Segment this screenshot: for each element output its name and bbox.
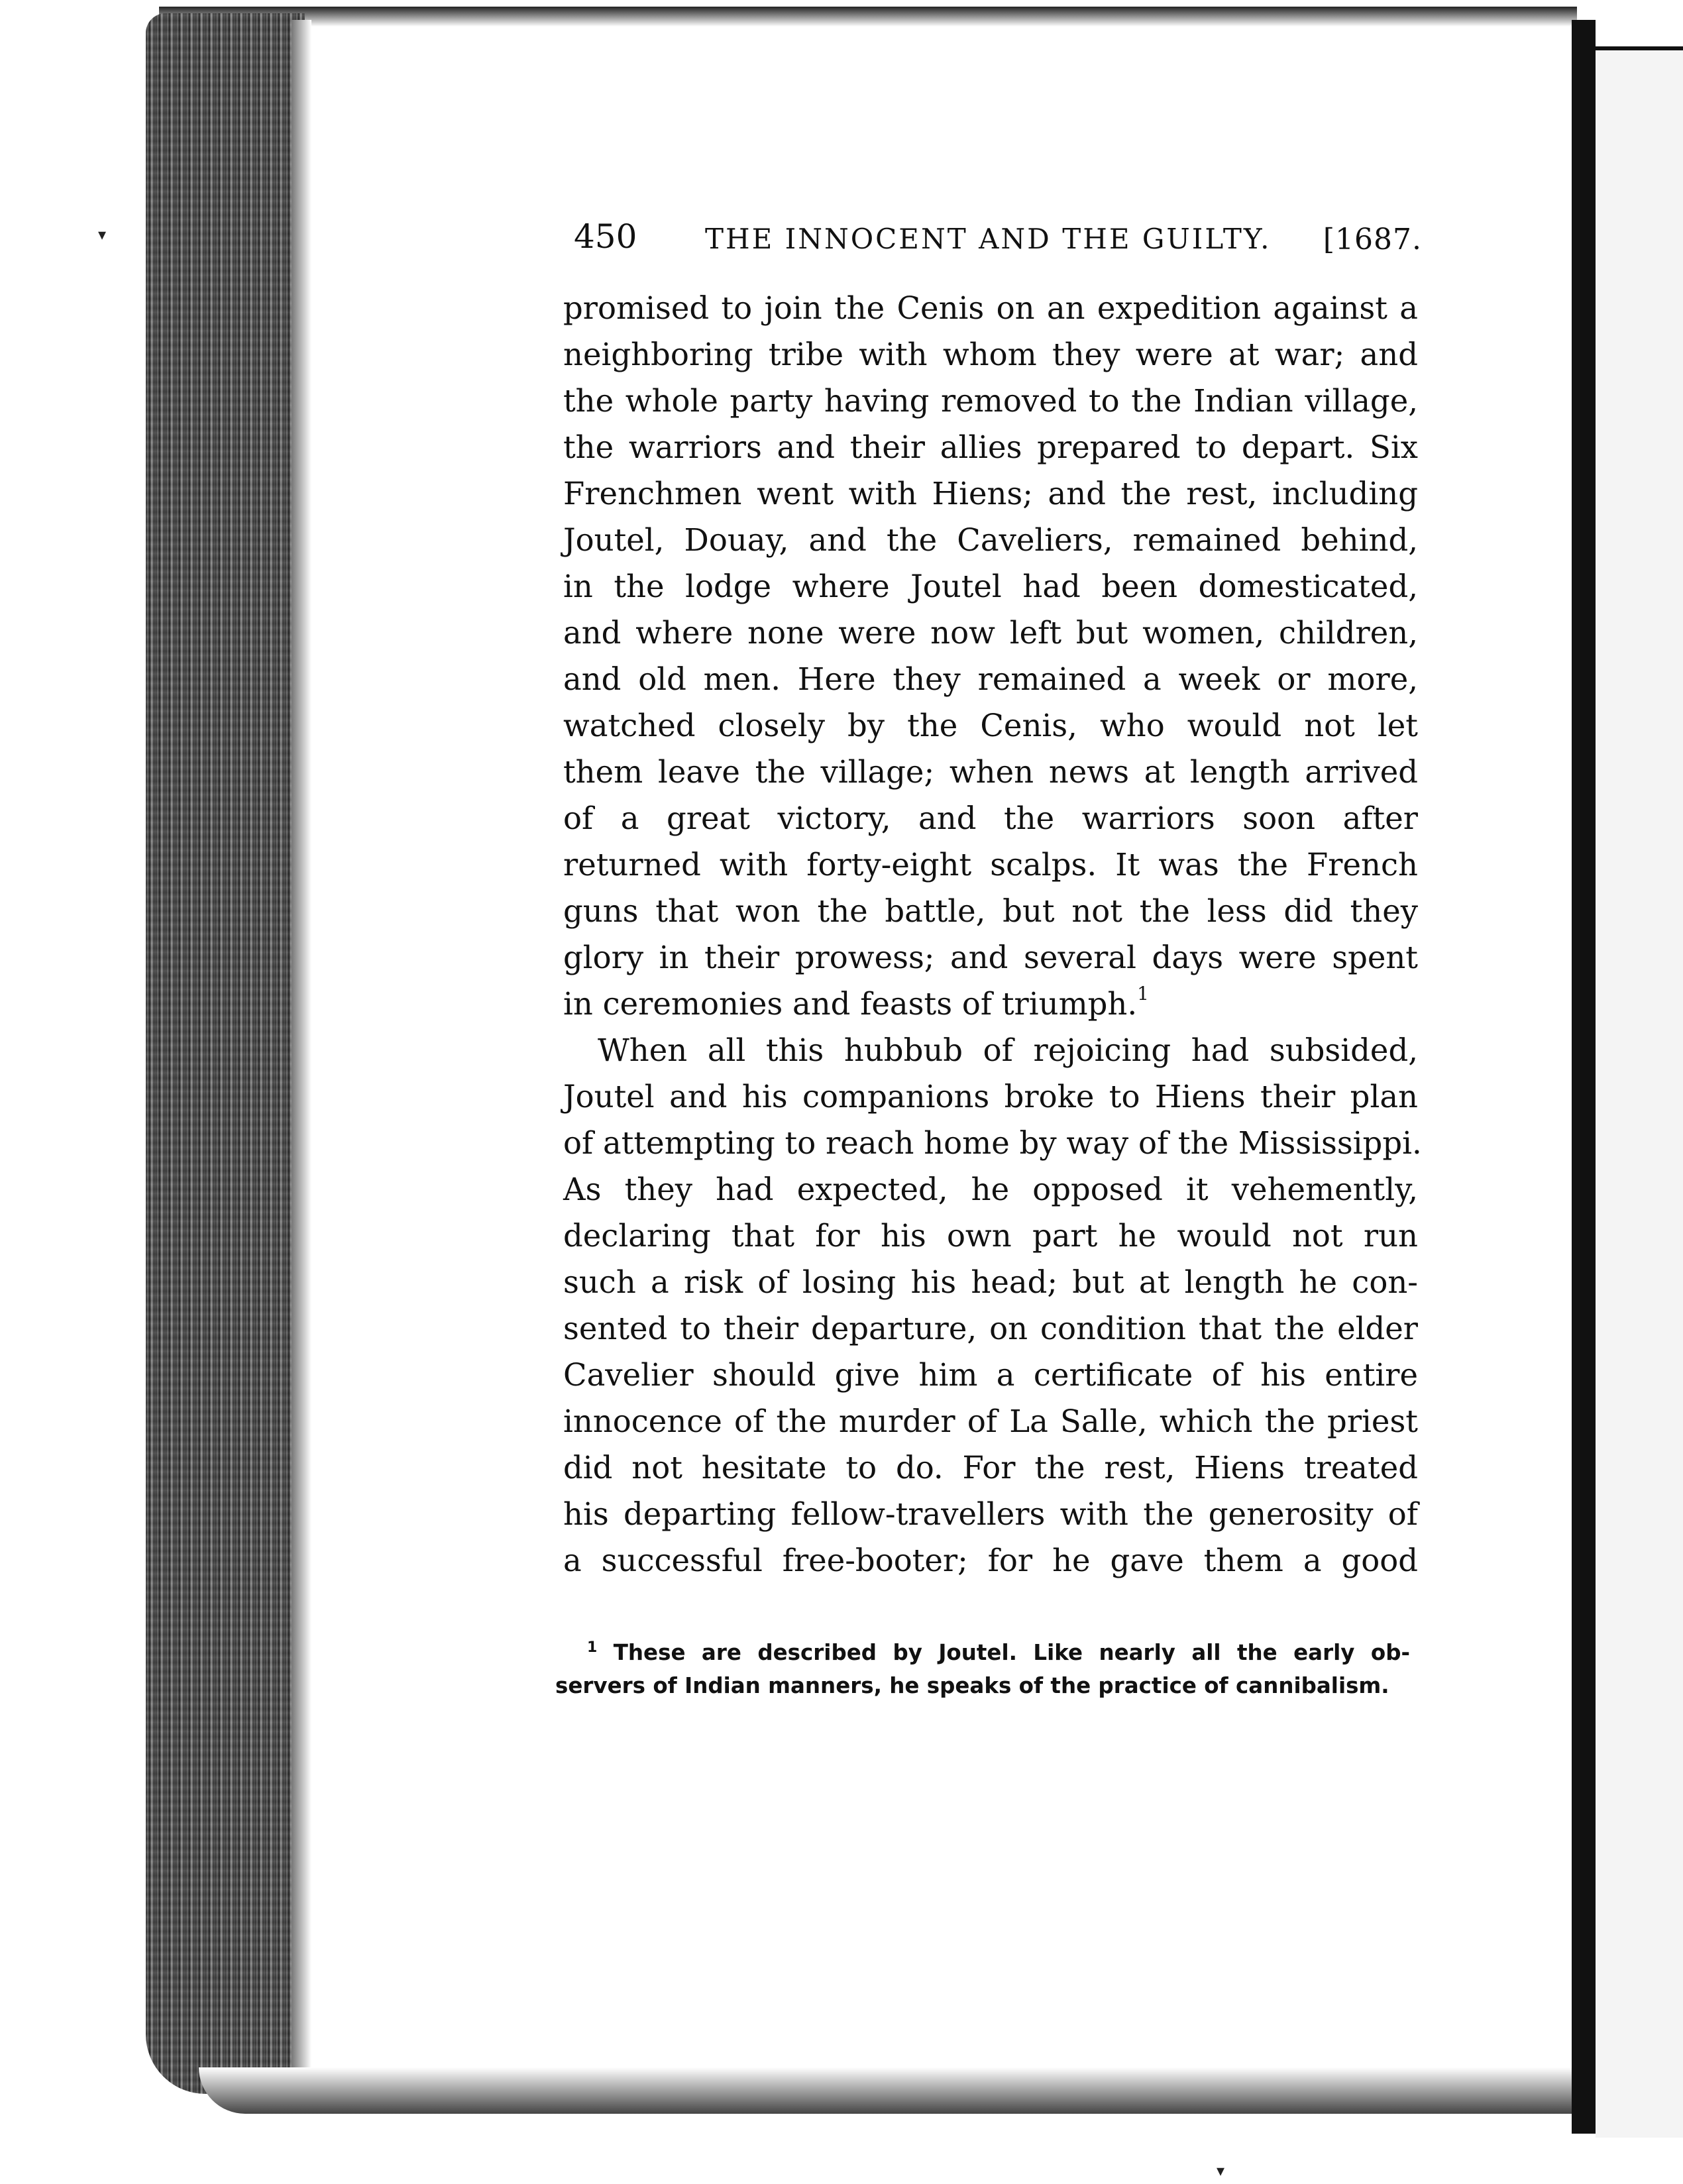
text-line: Frenchmen went with Hiens; and the rest, including — [563, 476, 1418, 512]
text-line: them leave the village; when news at length arrived — [563, 754, 1418, 790]
text-line: his departing fellow-travellers with the generosity of — [563, 1496, 1418, 1532]
body-text — [563, 285, 1422, 1584]
footnote-text: These are described by Joutel. Like nearly all the early ob- — [613, 1640, 1410, 1665]
text-line: in the lodge where Joutel had been domesticated, — [563, 569, 1418, 604]
footnote-line: servers of Indian manners, he speaks of the practice of cannibalism. — [555, 1673, 1389, 1698]
footnote — [555, 1631, 1410, 1702]
footnote-reference[interactable]: 1 — [1137, 983, 1149, 1005]
footnote-marker: 1 — [587, 1639, 598, 1656]
text-line: watched closely by the Cenis, who would not let — [563, 708, 1418, 743]
text-line: such a risk of losing his head; but at length he con- — [563, 1264, 1418, 1300]
scan-speck: ▾ — [98, 225, 107, 244]
scan-speck: ▾ — [1217, 2161, 1225, 2180]
running-header — [574, 217, 1422, 264]
text-line: When all this hubbub of rejoicing had subsided, — [598, 1032, 1418, 1068]
scan-top-edge — [159, 7, 1577, 27]
scan-right-border — [1572, 20, 1596, 2134]
text-line: the warriors and their allies prepared to depart. Six — [563, 429, 1418, 465]
text-line: neighboring tribe with whom they were at war; and — [563, 337, 1418, 372]
facing-page-sliver — [1596, 46, 1683, 2138]
book-page-edges — [146, 13, 305, 2094]
running-title: THE INNOCENT AND THE GUILTY. — [705, 223, 1272, 255]
text-line: Cavelier should give him a certificate of his entire — [563, 1357, 1418, 1393]
text-line: the whole party having removed to the Indian village, — [563, 383, 1418, 419]
text-line: and old men. Here they remained a week or more, — [563, 661, 1418, 697]
text-line: of attempting to reach home by way of the Mississippi. — [563, 1125, 1422, 1161]
text-line: As they had expected, he opposed it vehemently, — [563, 1172, 1418, 1207]
page-number: 450 — [574, 217, 637, 256]
text-line: guns that won the battle, but not the less did they — [563, 893, 1418, 929]
paragraph-2 — [563, 1027, 1422, 1584]
text-line: Joutel and his companions broke to Hiens their plan — [563, 1079, 1418, 1115]
text-line: promised to join the Cenis on an expedition against a — [563, 290, 1418, 326]
text-line: returned with forty-eight scalps. It was the French — [563, 847, 1418, 883]
text-line: a successful free-booter; for he gave them a good — [563, 1543, 1418, 1578]
text-line: innocence of the murder of La Salle, which the priest — [563, 1403, 1418, 1439]
text-line: Joutel, Douay, and the Caveliers, remained behind, — [563, 522, 1418, 558]
text-line-with-footnote — [563, 981, 1418, 1027]
page-bottom-shadow — [199, 2067, 1590, 2114]
gutter-shadow — [292, 20, 311, 2087]
footnote-line — [555, 1631, 1410, 1669]
header-year: [1687. — [1323, 223, 1422, 256]
text-line: sented to their departure, on condition that the elder — [563, 1311, 1418, 1346]
text-line: glory in their prowess; and several days were spent — [563, 940, 1418, 975]
paragraph-1 — [563, 285, 1418, 1027]
text-line: declaring that for his own part he would not run — [563, 1218, 1418, 1254]
text-line: of a great victory, and the warriors soon after — [563, 800, 1418, 836]
text-line: did not hesitate to do. For the rest, Hiens treated — [563, 1450, 1418, 1486]
text-line: in ceremonies and feasts of triumph. — [563, 986, 1138, 1022]
text-line: and where none were now left but women, children, — [563, 615, 1418, 651]
